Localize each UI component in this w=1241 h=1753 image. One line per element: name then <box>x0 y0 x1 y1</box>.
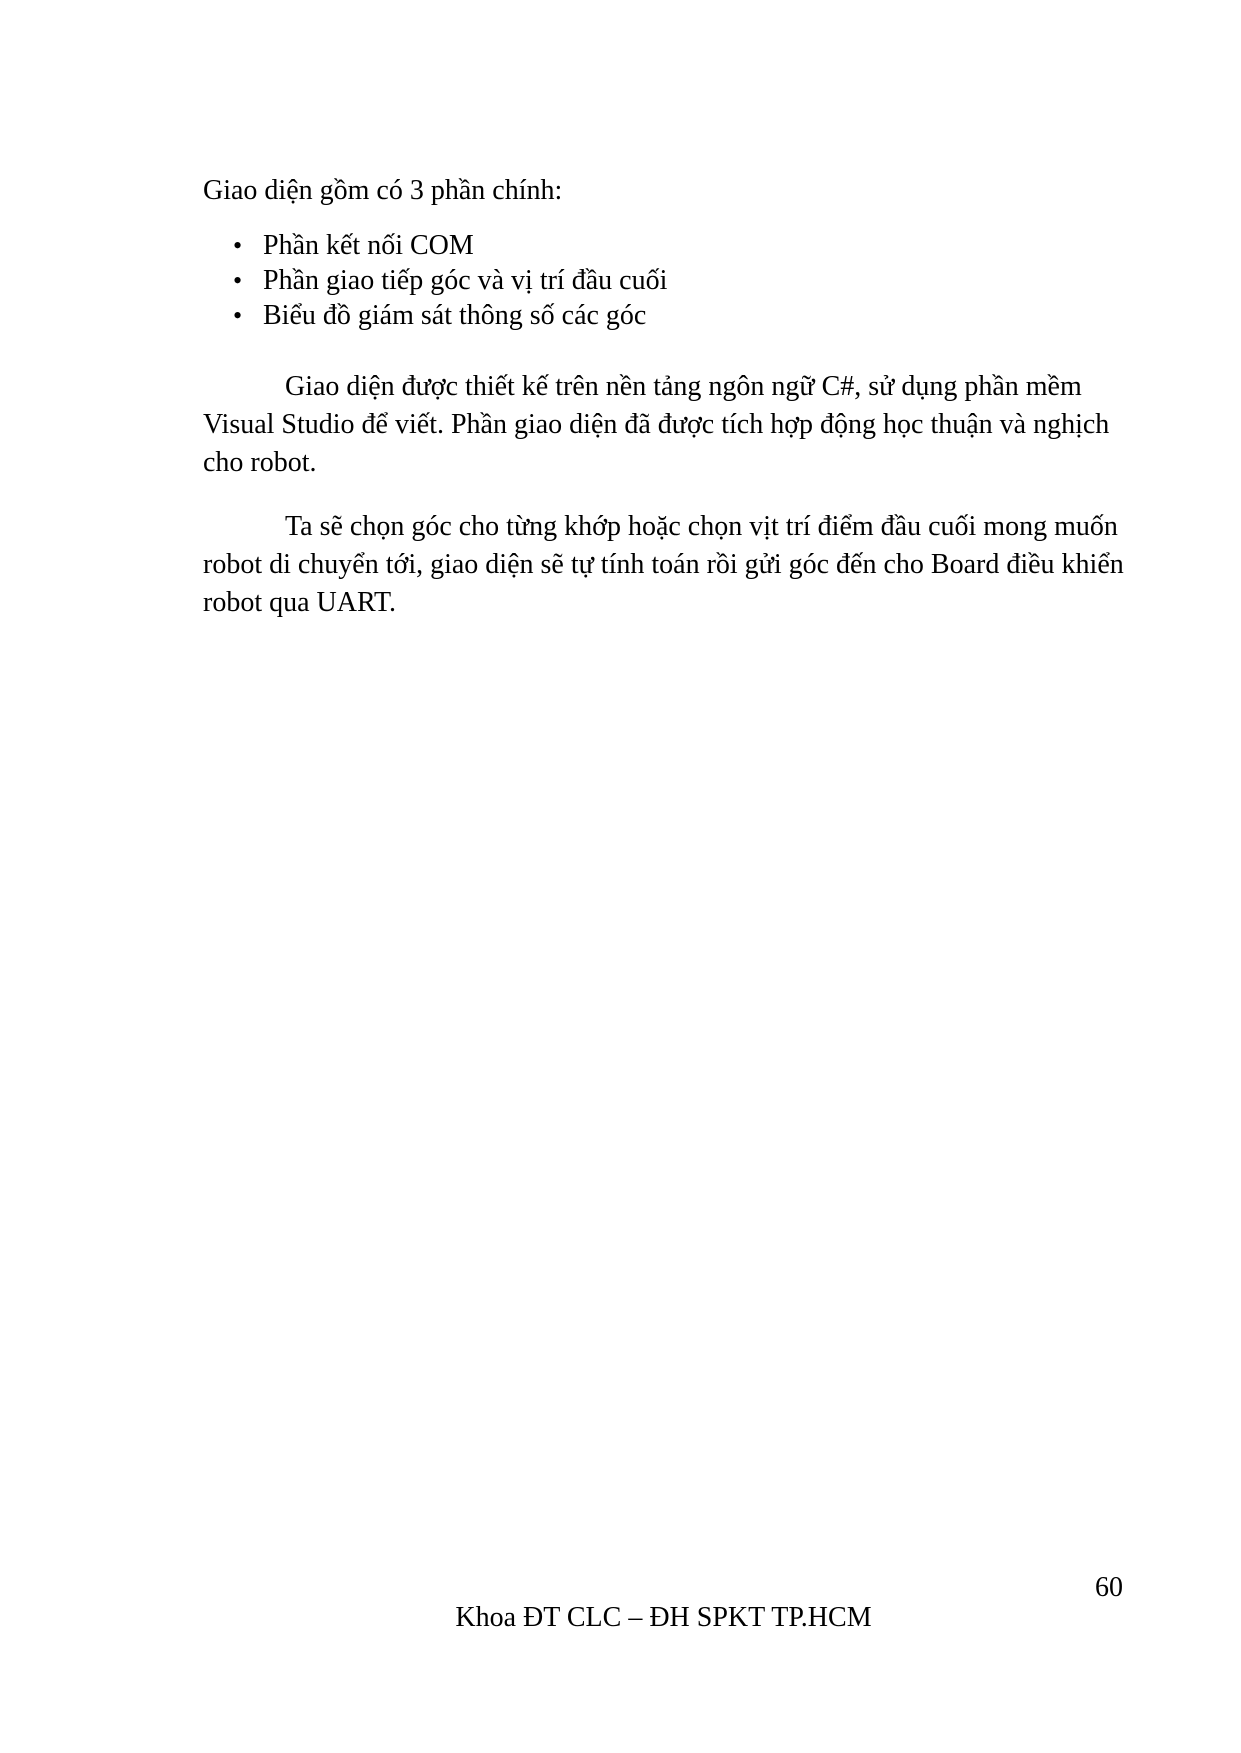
bullet-text: Phần kết nối COM <box>263 230 474 261</box>
bullet-icon: • <box>233 301 243 330</box>
bullet-text: Biểu đồ giám sát thông số các góc <box>263 300 647 331</box>
intro-line: Giao diện gồm có 3 phần chính: <box>203 175 563 206</box>
list-item <box>203 298 667 333</box>
bullet-list <box>203 228 667 333</box>
paragraph-line: Visual Studio để viết. Phần giao diện đã được tích hợp động học thuận và nghịch <box>203 409 1110 440</box>
bullet-icon: • <box>233 266 243 295</box>
paragraph-line: Ta sẽ chọn góc cho từng khớp hoặc chọn vịt trí điểm đầu cuối mong muốn <box>285 511 1118 542</box>
paragraph-line: cho robot. <box>203 447 317 478</box>
page-number: 60 <box>1095 1572 1123 1603</box>
bullet-text: Phần giao tiếp góc và vị trí đầu cuối <box>263 265 668 296</box>
paragraph-line: robot di chuyển tới, giao diện sẽ tự tính toán rồi gửi góc đến cho Board điều khiển <box>203 549 1124 580</box>
footer-text: Khoa ĐT CLC – ĐH SPKT TP.HCM <box>455 1602 872 1633</box>
paragraph-angle-selection <box>203 508 1124 622</box>
list-item <box>203 263 667 298</box>
bullet-icon: • <box>233 231 243 260</box>
paragraph-interface-design <box>203 368 1109 482</box>
paragraph-line: robot qua UART. <box>203 587 396 618</box>
paragraph-line: Giao diện được thiết kế trên nền tảng ngôn ngữ C#, sử dụng phần mềm <box>285 371 1082 402</box>
list-item <box>203 228 667 263</box>
footer <box>0 1602 1241 1634</box>
